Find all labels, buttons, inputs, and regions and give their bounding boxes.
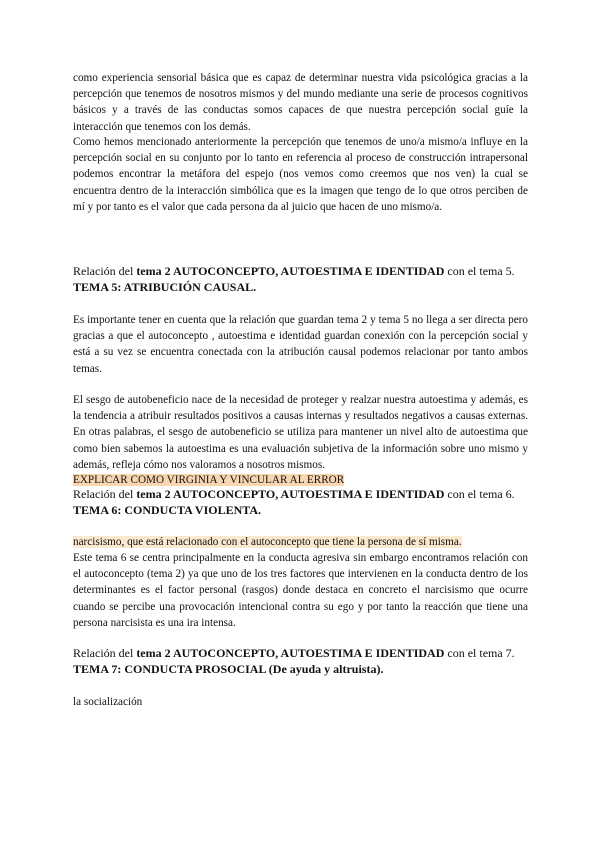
- relation-topic: tema 2 AUTOCONCEPTO, AUTOESTIMA E IDENTIDAD: [136, 487, 445, 501]
- paragraph-violent-behavior: Este tema 6 se centra principalmente en la conducta agresiva sin embargo encontramos relación con el autoconcepto (tema 2) ya que uno de los tres factores que intervienen en la conducta dentro de los determinantes es el factor personal (rasgos) donde destaca en concreto el narcisismo que ocurre cuando se percibe una provocación intencional contra su ego y por tanto la reacción que tiene una persona narcisista es una ira intensa.: [73, 552, 528, 629]
- relation-suffix: con el tema 6.: [444, 487, 515, 501]
- relation-suffix: con el tema 5.: [444, 264, 515, 278]
- section-title-tema6: [73, 503, 528, 519]
- section-title-tema5: [73, 280, 528, 296]
- relation-suffix: con el tema 7.: [444, 646, 515, 660]
- note-explicar: [73, 472, 528, 488]
- highlighted-note: EXPLICAR COMO VIRGINIA Y VINCULAR AL ERROR: [73, 474, 345, 486]
- relation-prefix: Relación del: [73, 646, 137, 660]
- relation-line-tema6: [73, 487, 528, 503]
- section-title-tema7: [73, 662, 528, 678]
- paragraph-socializacion: la socialización: [73, 696, 143, 708]
- section-heading-tema6: [73, 487, 528, 518]
- relation-prefix: Relación del: [73, 487, 137, 501]
- paragraph-self-serving-bias: El sesgo de autobeneficio nace de la necesidad de proteger y realzar nuestra autoestima y además, es la tendencia a atribuir resultados positivos a causas internas y resultados negativos a causas externas. En otras palabras, el sesgo de autobeneficio se utiliza para mantener un nivel alto de autoestima que como bien sabemos la autoestima es una evaluación subjetiva de la información sobre uno mismo y además, refleja cómo nos valoramos a nosotros mismos.: [73, 394, 528, 471]
- relation-line-tema5: [73, 264, 528, 280]
- relation-line-tema7: [73, 646, 528, 662]
- section-title-text: TEMA 5: ATRIBUCIÓN CAUSAL.: [73, 279, 257, 294]
- section-heading-tema7: [73, 646, 528, 677]
- relation-prefix: Relación del: [73, 264, 137, 278]
- paragraph-relation-tema5: Es importante tener en cuenta que la relación que guardan tema 2 y tema 5 no llega a ser directa pero gracias a que el autoconcepto , autoestima e identidad guardan conexión con la percepción social y está a su vez se encuentra conectada con la atribución causal podemos relacionar por tanto ambos temas.: [73, 314, 528, 375]
- section-heading-tema5: [73, 264, 528, 295]
- highlighted-note: narcisismo, que está relacionado con el autoconcepto que tiene la persona de sí misma.: [73, 536, 462, 548]
- relation-topic: tema 2 AUTOCONCEPTO, AUTOESTIMA E IDENTIDAD: [136, 264, 445, 278]
- paragraph-mirror-metaphor: Como hemos mencionado anteriormente la percepción que tenemos de uno/a mismo/a influye en la percepción social en su conjunto por lo tanto en referencia al proceso de construcción intrapersonal podemos encontrar la metáfora del espejo (nos vemos como creemos que nos ven) la cual se encuentra dentro de la interacción simbólica que es la imagen que tengo de lo que otros perciben de mí y por tanto es el valor que cada persona da al juicio que hacen de uno mismo/a.: [73, 136, 528, 213]
- relation-topic: tema 2 AUTOCONCEPTO, AUTOESTIMA E IDENTIDAD: [136, 646, 445, 660]
- section-title-text: TEMA 6: CONDUCTA VIOLENTA.: [73, 502, 262, 517]
- section-title-text: TEMA 7: CONDUCTA PROSOCIAL (De ayuda y altruista).: [73, 661, 384, 676]
- paragraph-perception-intro: como experiencia sensorial básica que es capaz de determinar nuestra vida psicológica gracias a la percepción que tenemos de nosotros mismos y del mundo mediante una serie de procesos cognitivos básicos y a través de las conductas somos capaces de que nuestra percepción social guíe la interacción que tenemos con los demás.: [73, 72, 528, 133]
- note-narcisismo: [73, 534, 528, 550]
